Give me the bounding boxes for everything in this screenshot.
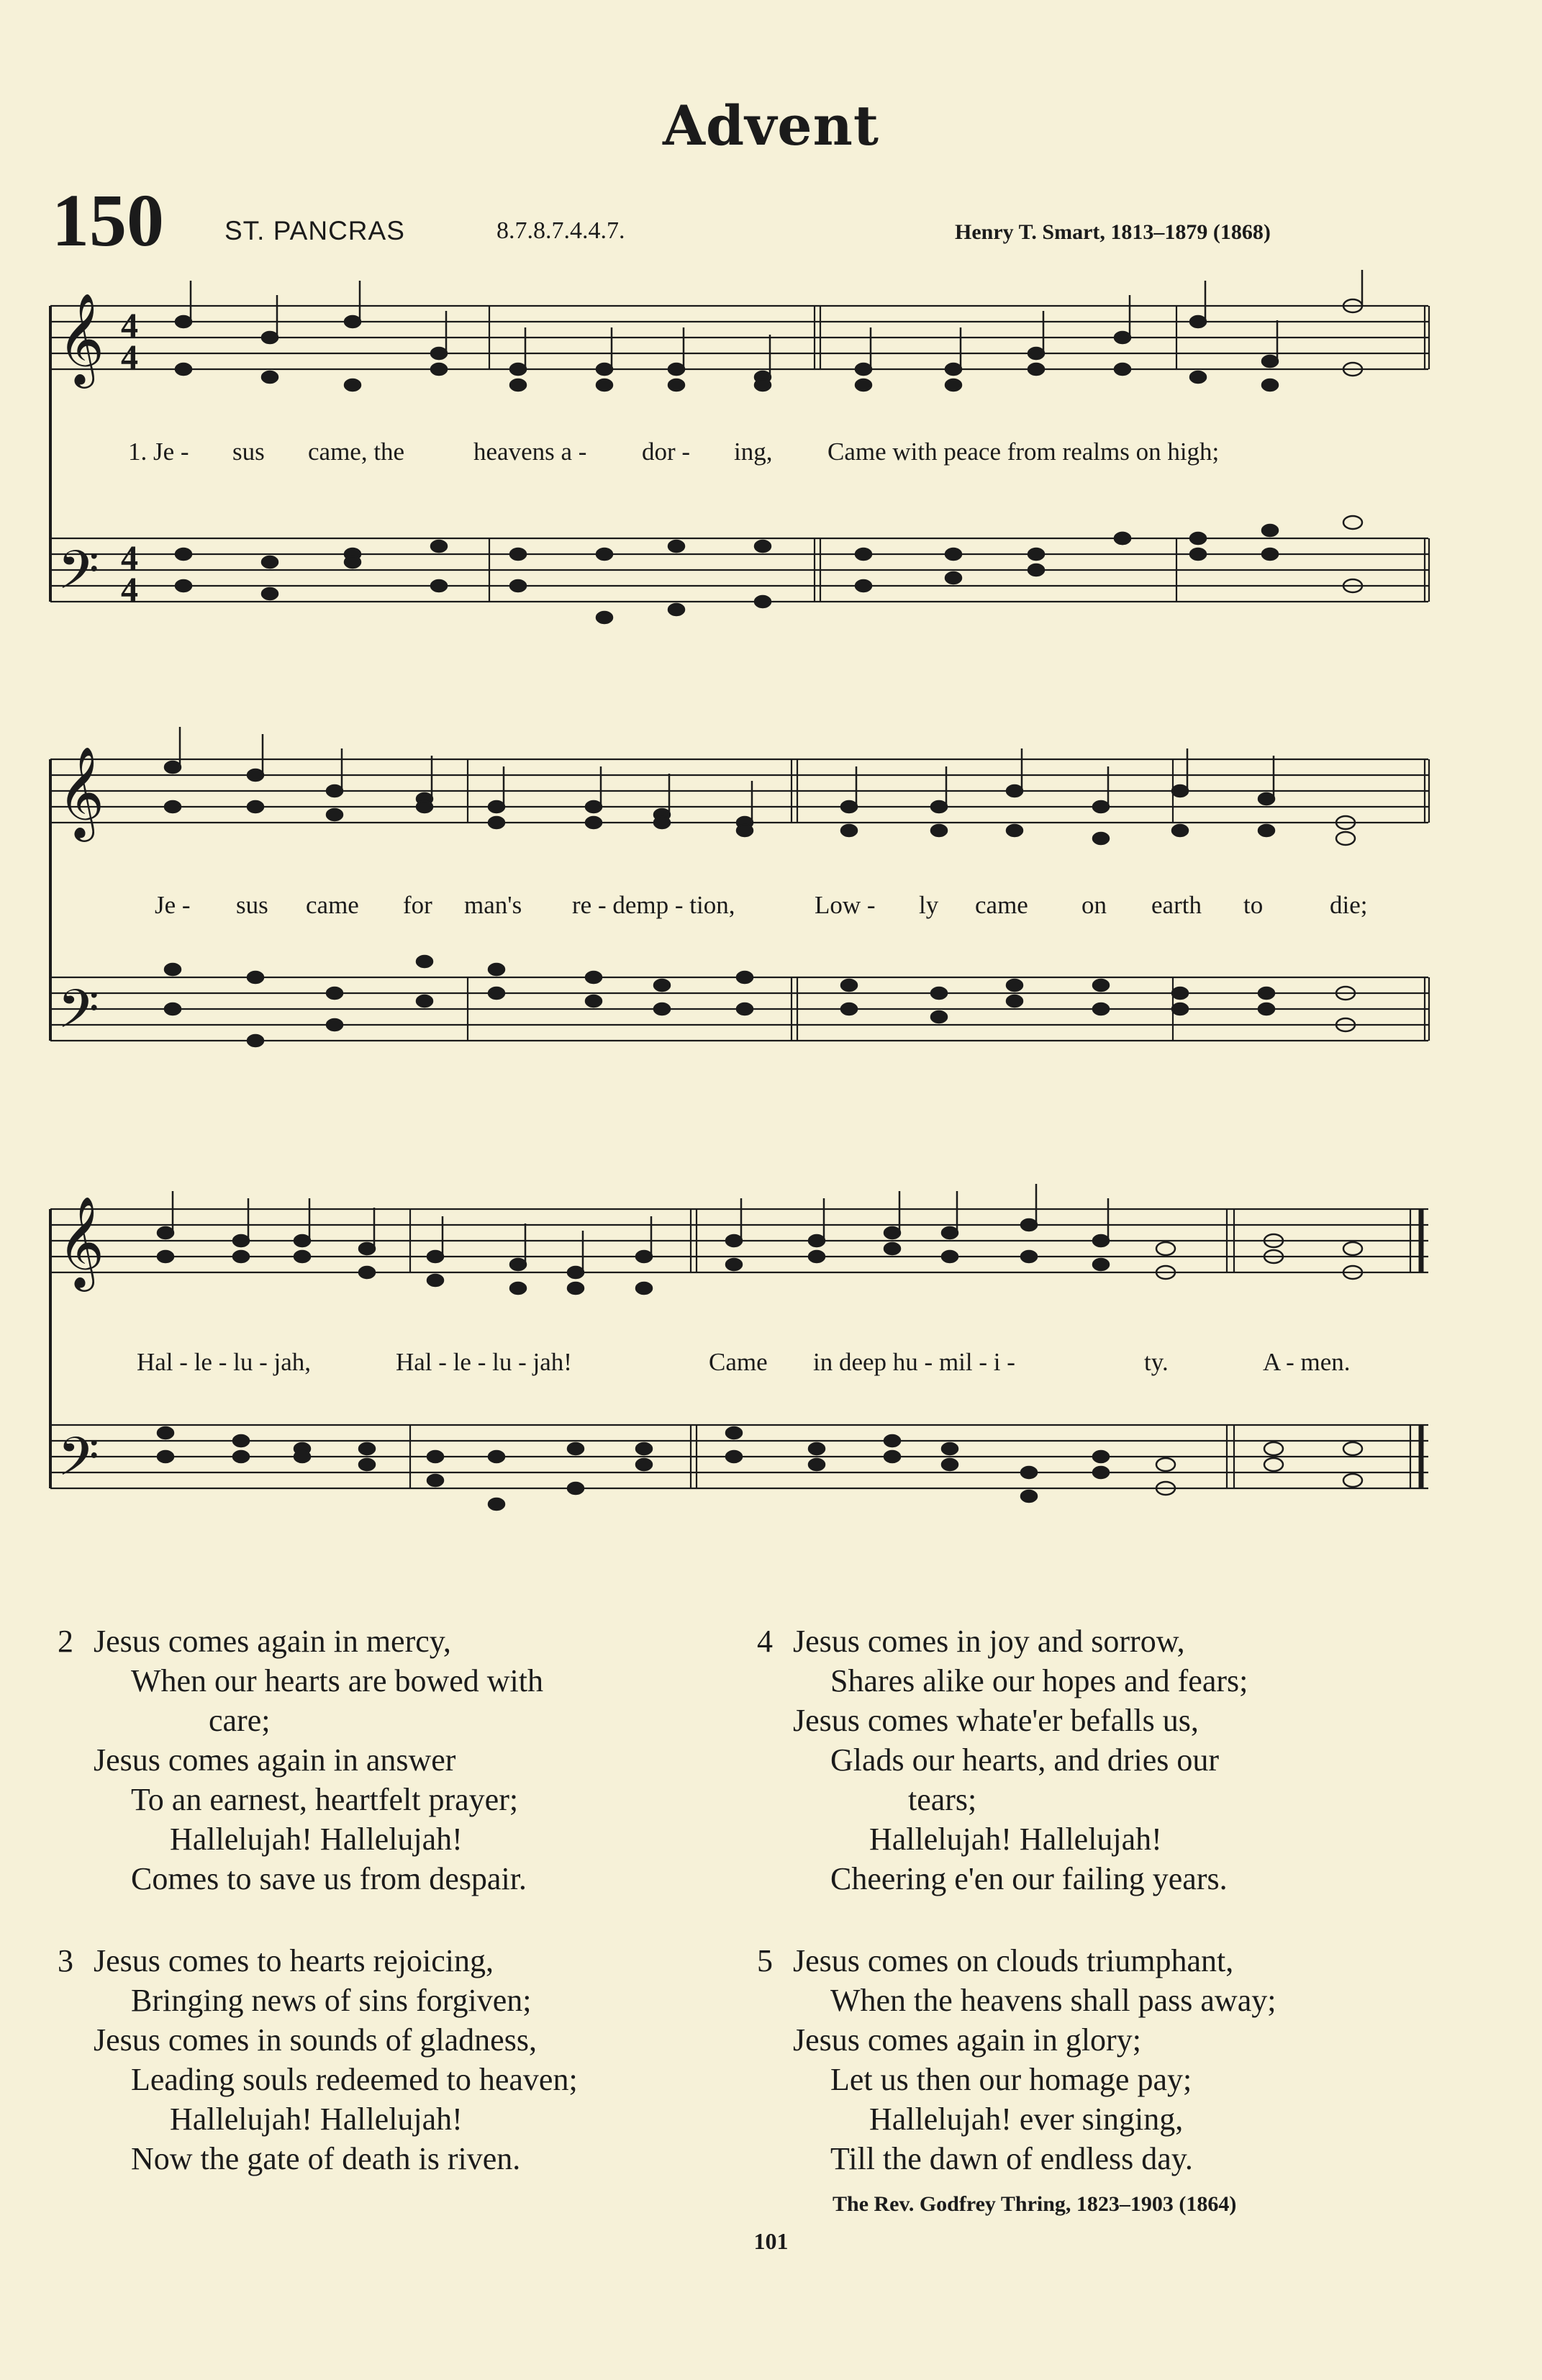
stanza-line: To an earnest, heartfelt prayer; (131, 1782, 519, 1817)
tune-name: ST. PANCRAS (225, 216, 405, 245)
treble-clef-icon: 𝄞 (58, 292, 105, 384)
staff-system-1-bass (50, 538, 1428, 602)
lyric-syllable: Hal - le - lu - jah! (396, 1348, 572, 1376)
stanza-line: Hallelujah! ever singing, (869, 2101, 1184, 2137)
lyric-syllable: ty. (1144, 1348, 1169, 1376)
lyrics-system-2 (0, 891, 1542, 927)
svg-text:4: 4 (121, 571, 138, 609)
stanza-line: care; (209, 1703, 271, 1738)
stanza-line: Comes to save us from despair. (131, 1861, 527, 1896)
treble-clef-icon: 𝄞 (58, 746, 105, 838)
section-title: Advent (663, 94, 879, 158)
lyric-syllable: 1. Je - (128, 438, 189, 466)
lyric-syllable: came, the (308, 438, 405, 466)
lyric-syllable: Low - (815, 891, 876, 919)
lyric-syllable: sus (232, 438, 265, 466)
lyric-syllable: sus (236, 891, 268, 919)
svg-text:4: 4 (121, 338, 138, 376)
stanza-line: Till the dawn of endless day. (830, 2141, 1193, 2176)
svg-text:4: 4 (121, 539, 138, 577)
stanza-3 (58, 1941, 578, 2178)
lyric-syllable: for (403, 891, 432, 919)
stanza-4 (757, 1621, 1248, 1899)
stanza-number: 4 (757, 1624, 773, 1659)
staff-system-1-treble (50, 306, 1428, 369)
lyric-syllable: ing, (734, 438, 773, 466)
stanza-line: When our hearts are bowed with (131, 1663, 544, 1698)
stanza-line: Hallelujah! Hallelujah! (170, 2101, 463, 2137)
note-stems (173, 270, 1362, 1272)
svg-text:4: 4 (121, 307, 138, 345)
text-author: The Rev. Godfrey Thring, 1823–1903 (1864) (833, 2192, 1237, 2216)
lyric-syllable: man's (464, 891, 522, 919)
stanza-line: Jesus comes to hearts rejoicing, (94, 1943, 494, 1978)
lyric-syllable: ly (919, 891, 939, 919)
stanza-line: Jesus comes on clouds triumphant, (793, 1943, 1234, 1978)
stanza-line: Leading souls redeemed to heaven; (131, 2062, 578, 2097)
stanza-line: Jesus comes again in answer (94, 1742, 456, 1778)
stanza-line: Shares alike our hopes and fears; (830, 1663, 1248, 1698)
page-number: 101 (753, 2228, 789, 2254)
treble-clef-icon: 𝄞 (58, 1195, 105, 1288)
stanza-number: 2 (58, 1624, 73, 1659)
composer: Henry T. Smart, 1813–1879 (1868) (955, 220, 1271, 244)
stanza-line: Glads our hearts, and dries our (830, 1742, 1220, 1778)
bass-clef-icon: 𝄢 (58, 539, 99, 615)
stanza-5 (757, 1941, 1276, 2178)
stanza-line: Jesus comes whate'er befalls us, (793, 1703, 1199, 1738)
stanza-line: tears; (908, 1782, 977, 1817)
stanza-number: 3 (58, 1943, 73, 1978)
stanza-line: Jesus comes again in glory; (793, 2022, 1141, 2058)
stanza-line: Now the gate of death is riven. (131, 2141, 521, 2176)
lyric-syllable: Hal - le - lu - jah, (137, 1348, 311, 1376)
stanza-line: Jesus comes in sounds of gladness, (94, 2022, 537, 2058)
lyrics-system-1 (0, 438, 1542, 474)
lyric-syllable: Came (709, 1348, 768, 1376)
lyric-syllable: A - men. (1263, 1348, 1351, 1376)
lyric-syllable: dor - (642, 438, 691, 466)
lyric-syllable: to (1243, 891, 1264, 919)
stanza-2 (58, 1621, 544, 1899)
stanza-line: Let us then our homage pay; (830, 2062, 1192, 2097)
stanza-line: When the heavens shall pass away; (830, 1983, 1276, 2018)
lyric-syllable: came (975, 891, 1028, 919)
lyric-syllable: die; (1330, 891, 1368, 919)
lyric-syllable: earth (1151, 891, 1202, 919)
stanza-line: Hallelujah! Hallelujah! (170, 1822, 463, 1857)
stanza-line: Jesus comes in joy and sorrow, (793, 1624, 1185, 1659)
lyric-syllable: Came with peace from realms on high; (827, 438, 1220, 466)
lyric-syllable: re - demp - tion, (572, 891, 735, 919)
stanza-line: Bringing news of sins forgiven; (131, 1983, 532, 2018)
stanza-number: 5 (757, 1943, 773, 1978)
lyric-syllable: came (306, 891, 359, 919)
meter: 8.7.8.7.4.4.7. (496, 217, 625, 244)
hymn-number: 150 (52, 179, 164, 262)
stanza-line: Jesus comes again in mercy, (94, 1624, 451, 1659)
lyric-syllable: heavens a - (473, 438, 587, 466)
lyrics-system-3 (0, 1348, 1542, 1384)
stanza-line: Cheering e'en our failing years. (830, 1861, 1228, 1896)
bass-clef-icon: 𝄢 (58, 978, 99, 1054)
stanza-line: Hallelujah! Hallelujah! (869, 1822, 1162, 1857)
lyric-syllable: on (1081, 891, 1107, 919)
lyric-syllable: in deep hu - mil - i - (813, 1348, 1015, 1376)
lyric-syllable: Je - (155, 891, 191, 919)
bass-clef-icon: 𝄢 (58, 1426, 99, 1501)
